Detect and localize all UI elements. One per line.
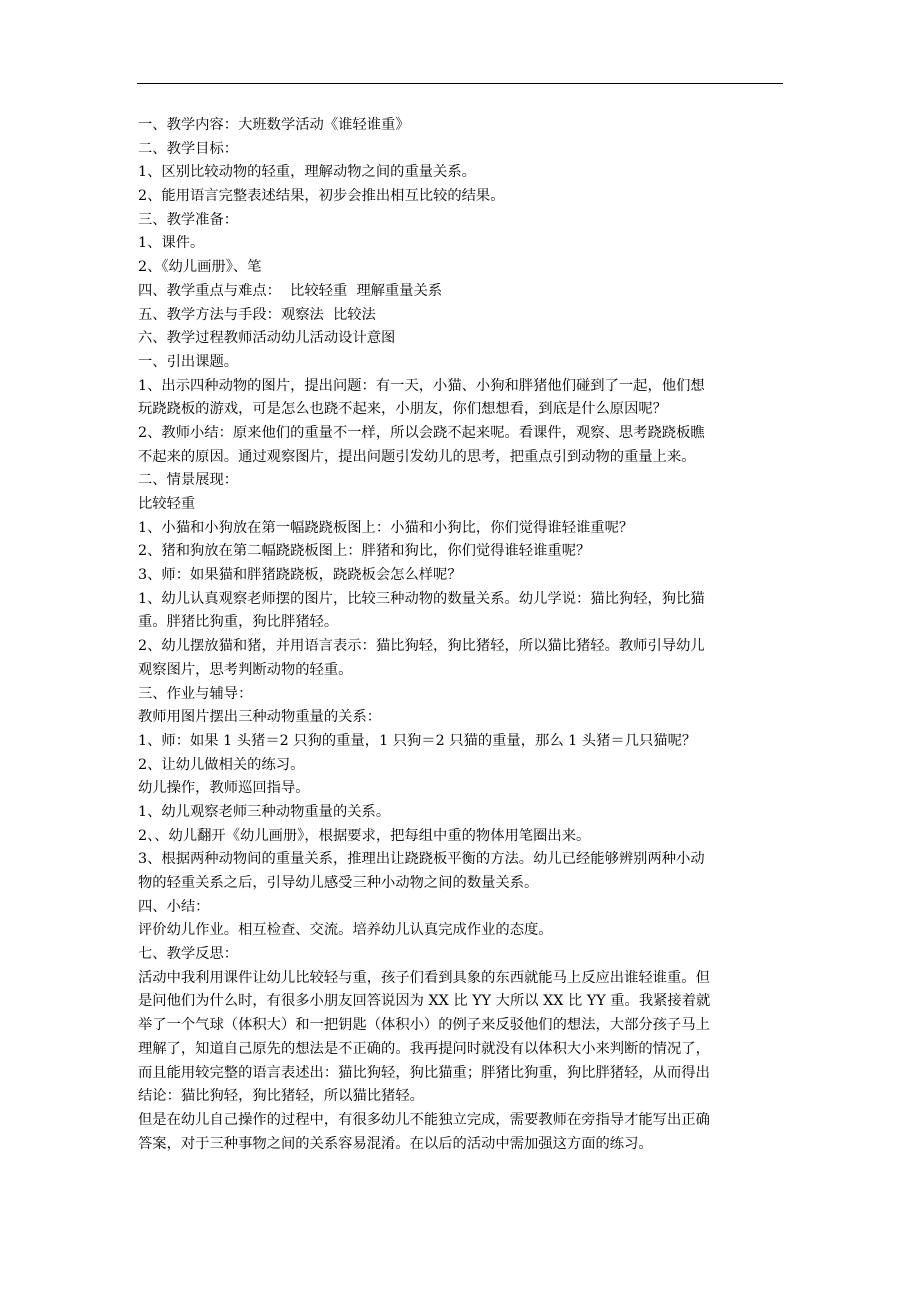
text-line: 答案，对于三种事物之间的关系容易混淆。在以后的活动中需加强这方面的练习。 [138, 1135, 653, 1152]
text-line: 但是在幼儿自己操作的过程中，有很多幼儿不能独立完成，需要教师在旁指导才能写出正确 [138, 1111, 710, 1128]
text-line: 而且能用较完整的语言表述出：猫比狗轻，狗比猫重；胖猪比狗重，狗比胖猪轻，从而得出 [138, 1064, 710, 1081]
text-line: 七、教学反思： [138, 946, 239, 963]
text-line: 比较轻重 [138, 496, 196, 512]
text-line: 1、幼儿认真观察老师摆的图片，比较三种动物的数量关系。幼儿学说：猫比狗轻，狗比猫 [138, 590, 705, 607]
text-line: 教师用图片摆出三种动物重量的关系： [138, 709, 382, 726]
text-line: 一、引出课题。 [138, 353, 239, 370]
text-line: 五、教学方法与手段：观察法 比较法 [138, 306, 376, 323]
text-line: 四、小结： [138, 898, 210, 915]
text-line: 2、、幼儿翻开《幼儿画册》，根据要求，把每组中重的物体用笔圈出来。 [138, 827, 591, 844]
document-body [138, 114, 788, 1156]
text-line: 理解了，知道自己原先的想法是不正确的。我再提问时就没有以体积大小来判断的情况了， [138, 1040, 710, 1057]
text-line: 2、猪和狗放在第二幅跷跷板图上：胖猪和狗比，你们觉得谁轻谁重呢？ [138, 543, 591, 560]
text-line: 六、教学过程教师活动幼儿活动设计意图 [138, 330, 396, 347]
text-line: 二、情景展现： [138, 472, 239, 489]
text-line: 幼儿操作，教师巡回指导。 [138, 780, 310, 797]
text-line: 一、教学内容：大班数学活动《谁轻谁重》 [138, 117, 410, 133]
text-line: 2、幼儿摆放猫和猪，并用语言表示：猫比狗轻，狗比猪轻，所以猫比猪轻。教师引导幼儿 [138, 638, 705, 655]
text-line: 1、出示四种动物的图片，提出问题：有一天，小猫、小狗和胖猪他们碰到了一起，他们想 [138, 377, 705, 394]
text-line: 观察图片，思考判断动物的轻重。 [138, 661, 353, 678]
text-line: 三、作业与辅导： [138, 685, 253, 702]
text-line: 三、教学准备： [138, 211, 239, 228]
text-line: 1、幼儿观察老师三种动物重量的关系。 [138, 803, 391, 820]
text-line: 四、教学重点与难点： 比较轻重 理解重量关系 [138, 282, 443, 299]
text-line: 是问他们为什么时，有很多小朋友回答说因为 XX 比 YY 大所以 XX 比 YY 重。我紧接着就 [138, 993, 711, 1010]
text-line: 1、师：如果 1 头猪＝2 只狗的重量，1 只狗＝2 只猫的重量，那么 1 头猪＝几只猫呢？ [138, 732, 697, 749]
text-line: 评价幼儿作业。相互检查、交流。培养幼儿认真完成作业的态度。 [138, 922, 553, 939]
text-line: 不起来的原因。通过观察图片，提出问题引发幼儿的思考，把重点引到动物的重量上来。 [138, 448, 696, 465]
text-line: 1、区别比较动物的轻重，理解动物之间的重量关系。 [138, 164, 476, 181]
header-divider [137, 83, 783, 84]
text-line: 玩跷跷板的游戏，可是怎么也跷不起来，小朋友，你们想想看，到底是什么原因呢？ [138, 401, 667, 418]
text-line: 二、教学目标： [138, 140, 239, 157]
text-line: 结论：猫比狗轻，狗比猪轻，所以猫比猪轻。 [138, 1088, 424, 1105]
text-line: 2、《幼儿画册》、笔 [138, 259, 262, 276]
text-line: 1、课件。 [138, 235, 205, 252]
text-line: 2、能用语言完整表述结果，初步会推出相互比较的结果。 [138, 188, 505, 205]
text-line: 1、小猫和小狗放在第一幅跷跷板图上：小猫和小狗比，你们觉得谁轻谁重呢？ [138, 519, 634, 536]
text-line: 3、根据两种动物间的重量关系，推理出让跷跷板平衡的方法。幼儿已经能够辨别两种小动 [138, 851, 705, 868]
text-line: 物的轻重关系之后，引导幼儿感受三种小动物之间的数量关系。 [138, 875, 539, 891]
text-line: 2、教师小结：原来他们的重量不一样，所以会跷不起来呢。看课件，观察、思考跷跷板瞧 [138, 424, 705, 441]
text-line: 举了一个气球（体积大）和一把钥匙（体积小）的例子来反驳他们的想法，大部分孩子马上 [138, 1017, 710, 1034]
text-line: 活动中我利用课件让幼儿比较轻与重，孩子们看到具象的东西就能马上反应出谁轻谁重。但 [138, 969, 710, 986]
text-line: 2、让幼儿做相关的练习。 [138, 756, 305, 773]
text-line: 3、师：如果猫和胖猪跷跷板，跷跷板会怎么样呢？ [138, 567, 462, 584]
text-line: 重。胖猪比狗重，狗比胖猪轻。 [138, 614, 339, 631]
